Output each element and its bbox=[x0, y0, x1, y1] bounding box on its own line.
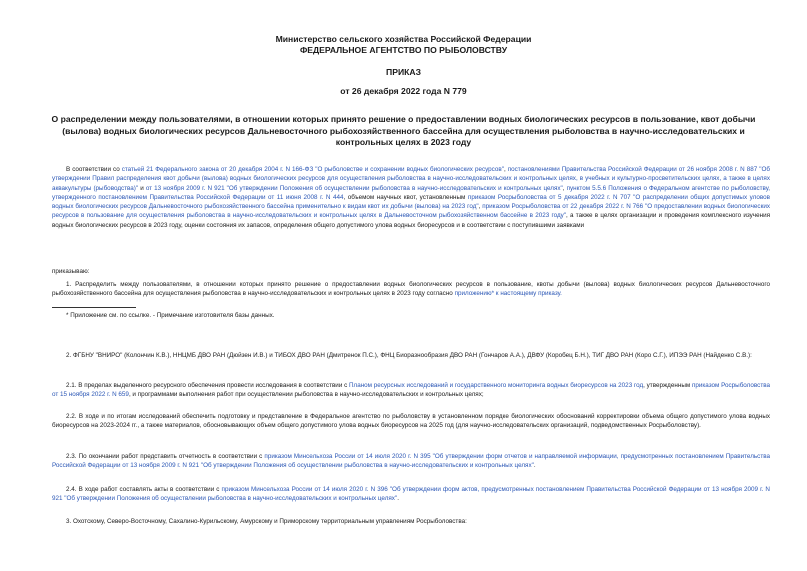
research-plan-link[interactable]: Планом ресурсных исследований и государственного мониторинга водных биоресурсов на 2023 год bbox=[349, 382, 644, 389]
preamble-text: , bbox=[478, 203, 483, 211]
footnote-divider bbox=[52, 307, 136, 308]
preamble-text: , а также в целях организации и проведения комплексного изучения водных биологических ресурсов в 2023 году, оценки состояния их запасов, определения общего допустимого улова водных биоресурсов и в соответствии с поступившими заявками bbox=[52, 212, 770, 229]
item-2-4-text: 2.4. В ходе работ составлять акты в соответствии с bbox=[66, 486, 222, 493]
appendix-link[interactable]: приложению bbox=[454, 290, 492, 298]
item-1-text: 1. Распределить между пользователями, в отношении которых принято решение о предоставлении водных биологических ресурсов в пользование, квоты добычи (вылова) водных биологических ресурсов Дальневосточного рыбохозяйственного бассейна для осуществления рыболовства в научно-исследовательских и контрольных целях в 2023 году согласно bbox=[52, 281, 770, 298]
preamble-paragraph bbox=[52, 165, 770, 230]
ministry-name: Министерство сельского хозяйства Российской Федерации bbox=[275, 34, 532, 44]
preamble-text: В соответствии со bbox=[66, 166, 122, 173]
document-type: ПРИКАЗ bbox=[386, 67, 421, 77]
order-395-link[interactable]: приказом Минсельхоза России от 14 июля 2020 г. N 395 "Об утверждении форм отчетов и направляемой информации, предусмотренных постановлением Правительства Российской Федерации от 13 ноября 2009 г. N 921 "Об утверждении Положения об осуществлении рыболовства в научно-исследовательских и контрольных целях" bbox=[52, 453, 770, 470]
preamble-text: и bbox=[138, 184, 146, 192]
order-659-link[interactable]: приказом Росрыболовства от 15 ноября 2022 г. N 659 bbox=[52, 382, 770, 399]
preamble-text: , bbox=[503, 166, 508, 173]
footnote: * Приложение см. по ссылке. - Примечание изготовителя базы данных. bbox=[66, 312, 275, 319]
document-date-number: от 26 декабря 2022 года N 779 bbox=[340, 86, 467, 96]
decree-887-link[interactable]: постановлениями Правительства Российской Федерации от 26 ноября 2008 г. N 887 "Об утверждении Правил распределения квот добычи (вылова) водных биологических ресурсов для осуществления рыболовства в научно-исследовательских и контрольных целях, в учебных и культурно-просветительских целях, а также в целях аквакультуры (рыбоводства)" bbox=[52, 166, 770, 192]
item-2-1-text: , и программами выполнения работ при осуществлении рыболовства в научно-исследовательских и контрольных целях; bbox=[128, 391, 484, 399]
item-2-4-paragraph bbox=[52, 485, 770, 504]
item-2-2-paragraph: 2.2. В ходе и по итогам исследований обеспечить подготовку и представление в Федеральное агентство по рыболовству в установленном порядке биологических обоснований корректировки объема общего допустимого улова водных биоресурсов на 2023-2024 гг., а также материалов, обосновывающих объем общего допустимого улова водных биоресурсов на 2025 год (для научно-исследовательских организаций, подведомственных Росрыболовству). bbox=[52, 413, 770, 430]
item-2-4-text: . bbox=[397, 495, 399, 503]
item-2-paragraph: 2. ФГБНУ "ВНИРО" (Колончин К.В.), ННЦМБ ДВО РАН (Дюйзен И.В.) и ТИБОХ ДВО РАН (Дмитренок П.С.), ФНЦ Биоразнообразия ДВО РАН (Гончаров А.А.), ДВФУ (Коробец Б.Н.), ТИГ ДВО РАН (Коро С.Г.), ИПЭЭ РАН (Найденко С.В.): bbox=[66, 352, 752, 359]
order-707-link[interactable]: приказом Росрыболовства от 5 декабря 2022 г. N 707 "О распределении общих допустимых уловов водных биологических ресурсов Дальневосточного рыбохозяйственного бассейна применительно к видам квот их добычи (вылова) на 2023 год" bbox=[52, 193, 770, 211]
agency-name: ФЕДЕРАЛЬНОЕ АГЕНТСТВО ПО РЫБОЛОВСТВУ bbox=[299, 45, 508, 55]
document-subject: О распределении между пользователями, в отношении которых принято решение о предоставлении водных биологических ресурсов в пользование, квот добычи (вылова) водных биологических ресурсов Дальневосточного рыбохозяйственного бассейна для осуществления рыболовства в научно-исследовательских и контрольных целях в 2023 году bbox=[51, 114, 756, 147]
regulation-444-link[interactable]: пунктом 5.5.6 Положения о Федеральном агентстве по рыболовству, утвержденного постановлением Правительства Российской Федерации от 11 июня 2008 г. N 444 bbox=[52, 184, 770, 201]
item-3-paragraph: 3. Охотскому, Северо-Восточному, Сахалино-Курильскому, Амурскому и Приморскому территориальным управлениям Росрыболовства: bbox=[66, 518, 467, 525]
item-2-3-text: 2.3. По окончании работ представить отчетность в соответствии с bbox=[66, 453, 265, 460]
item-2-1-text: , утвержденным bbox=[643, 382, 692, 389]
preamble-text: , bbox=[562, 184, 567, 192]
item-2-1-paragraph bbox=[52, 381, 770, 400]
item-2-3-paragraph bbox=[52, 452, 770, 471]
item-2-1-text: 2.1. В пределах выделенного ресурсного обеспечения провести исследования в соответствии с bbox=[66, 382, 349, 389]
order-396-link[interactable]: приказом Минсельхоза России от 14 июля 2020 г. N 396 "Об утверждении форм актов, предусмотренных постановлением Правительства Российской Федерации от 13 ноября 2009 г. N 921 "Об утверждении Положения об осуществлении рыболовства в научно-исследовательских и контрольных целях" bbox=[52, 486, 770, 503]
document-header bbox=[0, 34, 807, 56]
order-word: приказываю: bbox=[52, 268, 90, 275]
item-1-paragraph bbox=[52, 280, 770, 299]
item-2-3-text: . bbox=[533, 462, 536, 470]
item-1-tail[interactable]: * к настоящему приказу. bbox=[491, 290, 562, 298]
law-166-link[interactable]: статьей 21 Федерального закона от 20 декабря 2004 г. N 166-ФЗ "О рыболовстве и сохранении водных биологических ресурсов" bbox=[121, 166, 504, 173]
order-766-link[interactable]: приказом Росрыболовства от 22 декабря 2022 г. N 766 "О предоставлении водных биологических ресурсов в пользование для осуществления рыболовства в научно-исследовательских и контрольных целях в Дальневосточном рыбохозяйственном бассейне в 2023 году" bbox=[52, 203, 770, 220]
decree-921-link[interactable]: от 13 ноября 2009 г. N 921 "Об утверждении Положения об осуществлении рыболовства в научно-исследовательских и контрольных целях" bbox=[145, 184, 563, 192]
preamble-text: , объемом научных квот, установленным bbox=[343, 193, 468, 201]
